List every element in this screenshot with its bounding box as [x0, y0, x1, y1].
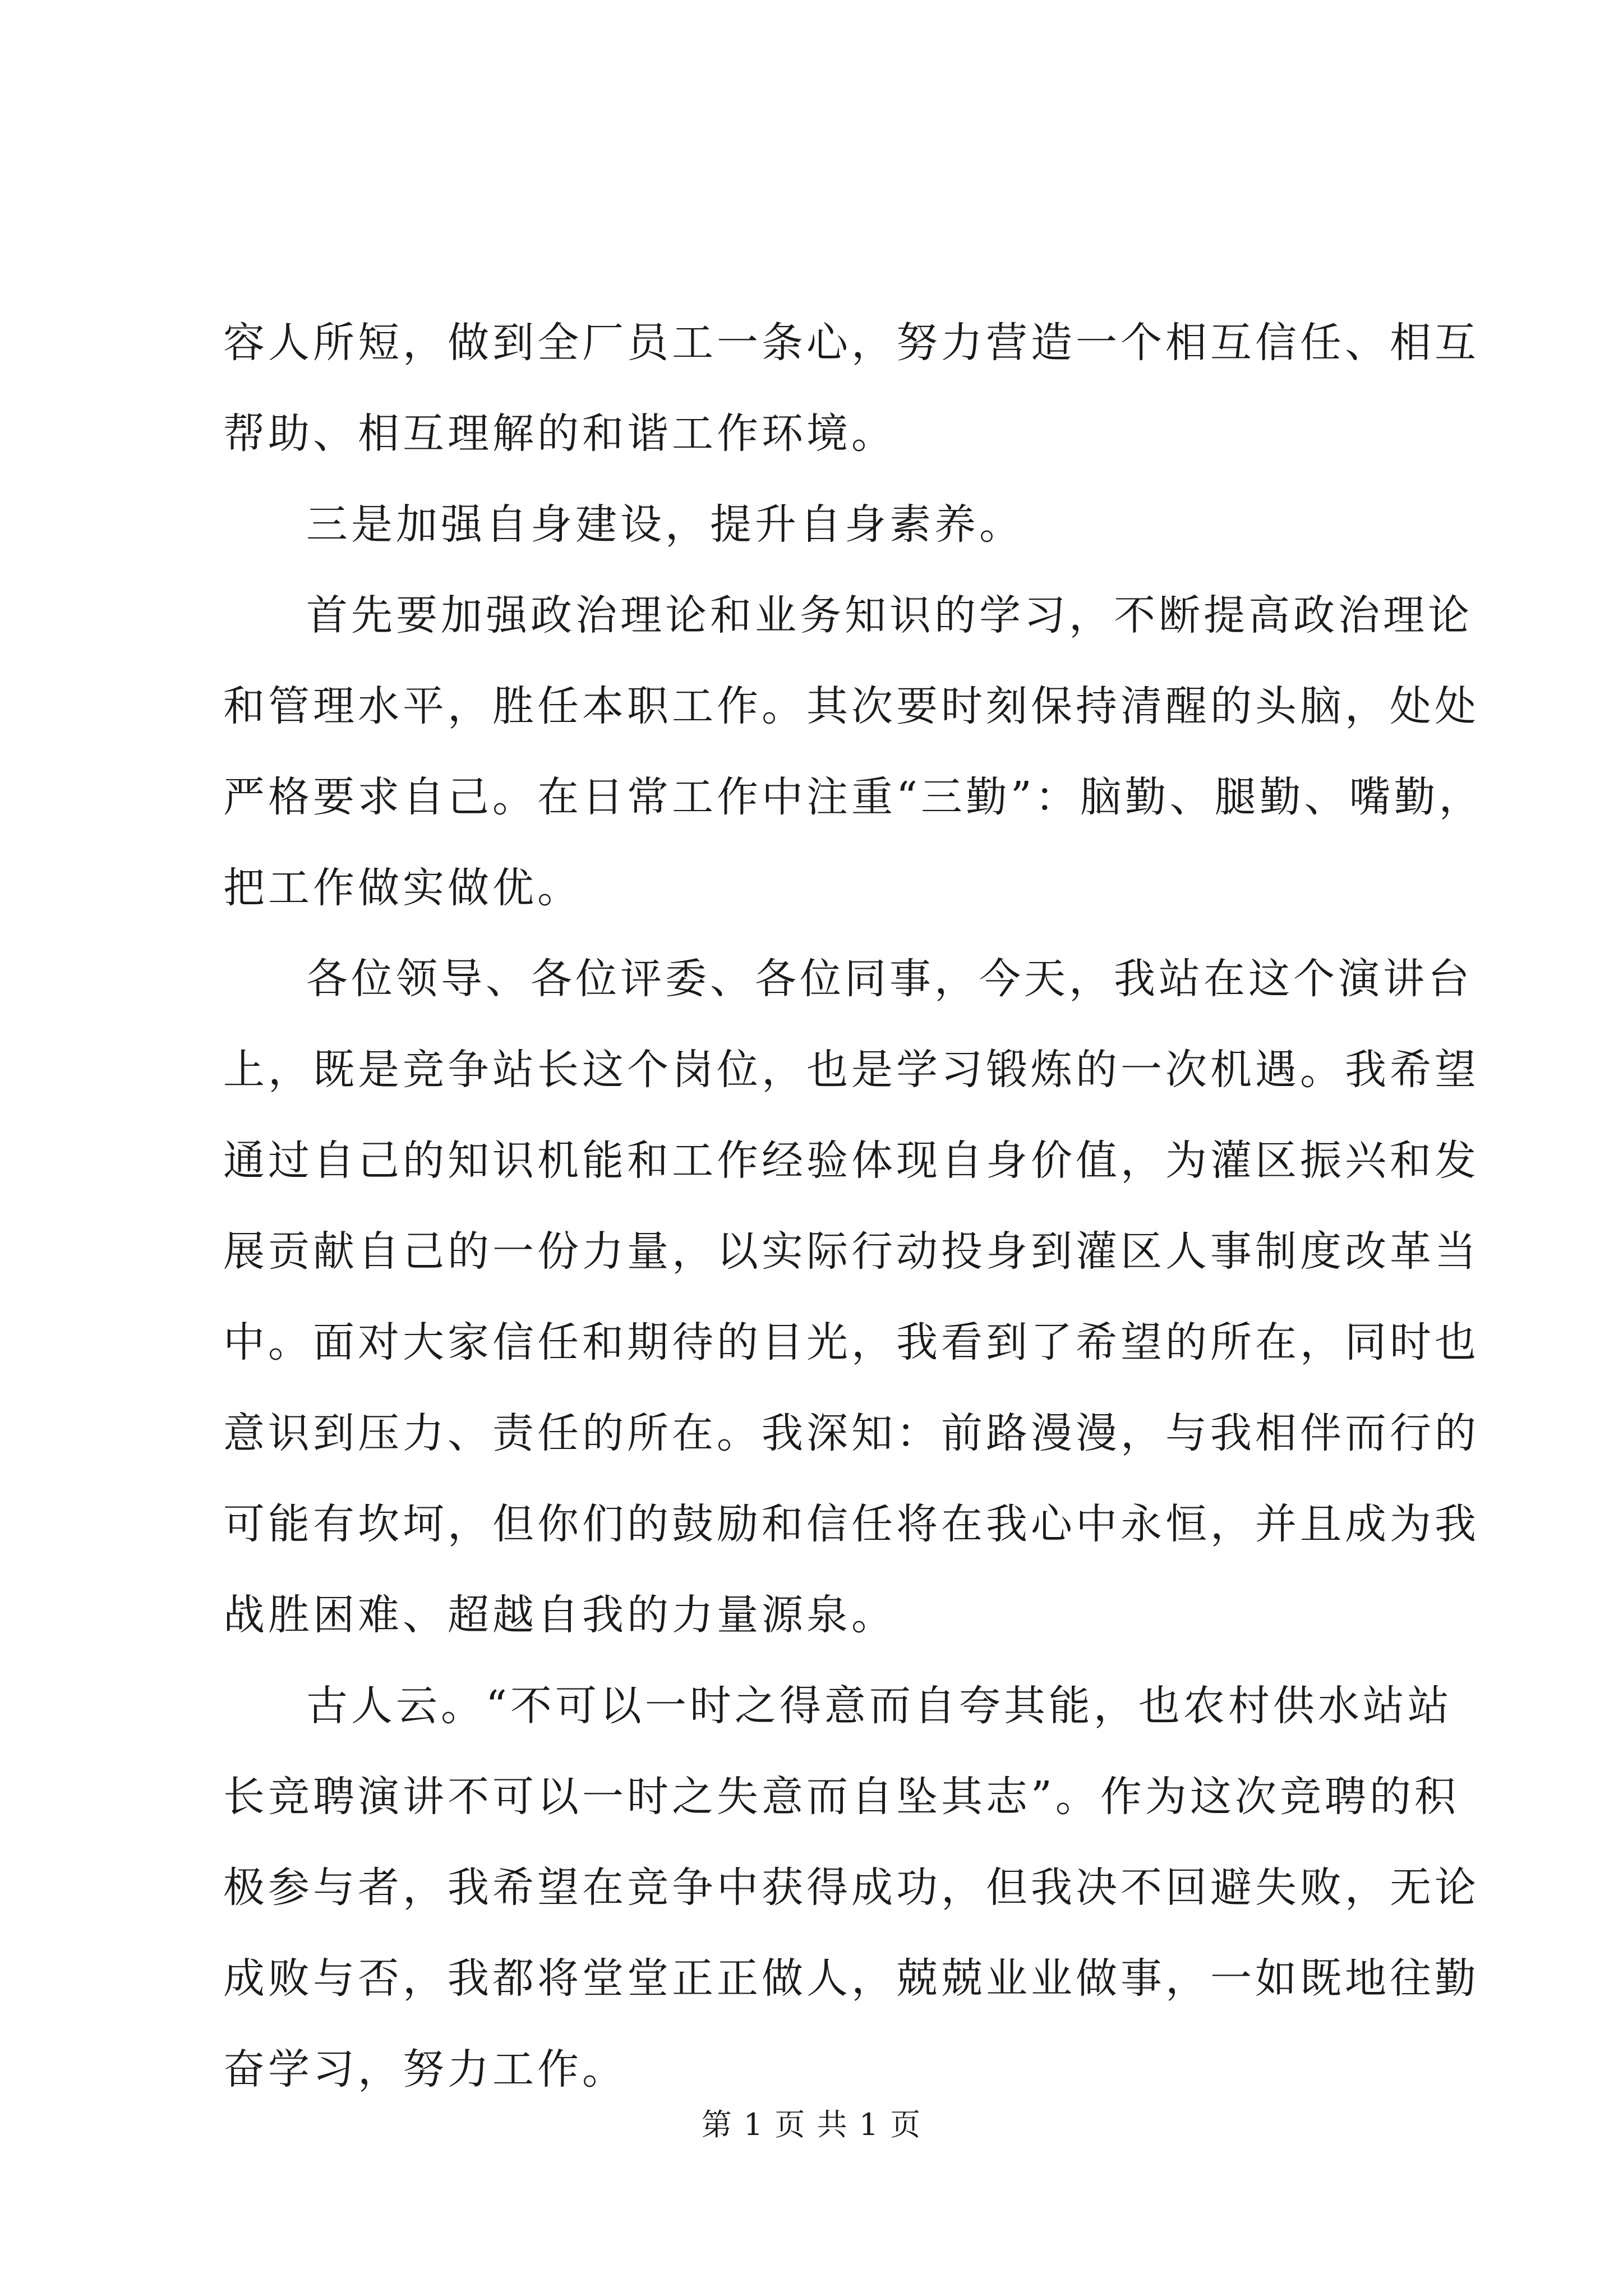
text-line: 可能有坎坷，但你们的鼓励和信任将在我心中永恒，并且成为我 — [223, 1500, 1479, 1548]
body-text — [223, 297, 1484, 2115]
text-line: 古人云。“不可以一时之得意而自夸其能，也农村供水站站 — [306, 1682, 1453, 1730]
text-line: 极参与者，我希望在竞争中获得成功，但我决不回避失败，无论 — [223, 1864, 1479, 1912]
section-heading: 三是加强自身建设，提升自身素养。 — [306, 500, 1024, 549]
text-line: 容人所短，做到全厂员工一条心，努力营造一个相互信任、相互 — [223, 319, 1479, 367]
text-line: 通过自己的知识机能和工作经验体现自身价值，为灌区振兴和发 — [223, 1137, 1479, 1185]
text-line: 奋学习，努力工作。 — [223, 2045, 627, 2093]
page-number-footer: 第 1 页 共 1 页 — [701, 2107, 922, 2142]
text-line: 把工作做实做优。 — [223, 864, 582, 912]
text-line: 严格要求自己。在日常工作中注重“三勤”：脑勤、腿勤、嘴勤， — [223, 773, 1484, 821]
text-line: 和管理水平，胜任本职工作。其次要时刻保持清醒的头脑，处处 — [223, 682, 1479, 730]
text-line: 长竞聘演讲不可以一时之失意而自坠其志”。作为这次竞聘的积 — [223, 1773, 1459, 1821]
text-line: 首先要加强政治理论和业务知识的学习，不断提高政治理论 — [306, 591, 1473, 639]
text-line: 战胜困难、超越自我的力量源泉。 — [223, 1591, 896, 1639]
text-line: 中。面对大家信任和期待的目光，我看到了希望的所在，同时也 — [223, 1318, 1479, 1366]
text-line: 帮助、相互理解的和谐工作环境。 — [223, 409, 896, 458]
text-line: 各位领导、各位评委、各位同事，今天，我站在这个演讲台 — [306, 955, 1473, 1003]
text-line: 上，既是竞争站长这个岗位，也是学习锻炼的一次机遇。我希望 — [223, 1046, 1479, 1094]
text-line: 成败与否，我都将堂堂正正做人，兢兢业业做事，一如既地往勤 — [223, 1954, 1479, 2003]
text-line: 意识到压力、责任的所在。我深知：前路漫漫，与我相伴而行的 — [223, 1409, 1479, 1457]
text-line: 展贡献自己的一份力量，以实际行动投身到灌区人事制度改革当 — [223, 1227, 1479, 1276]
